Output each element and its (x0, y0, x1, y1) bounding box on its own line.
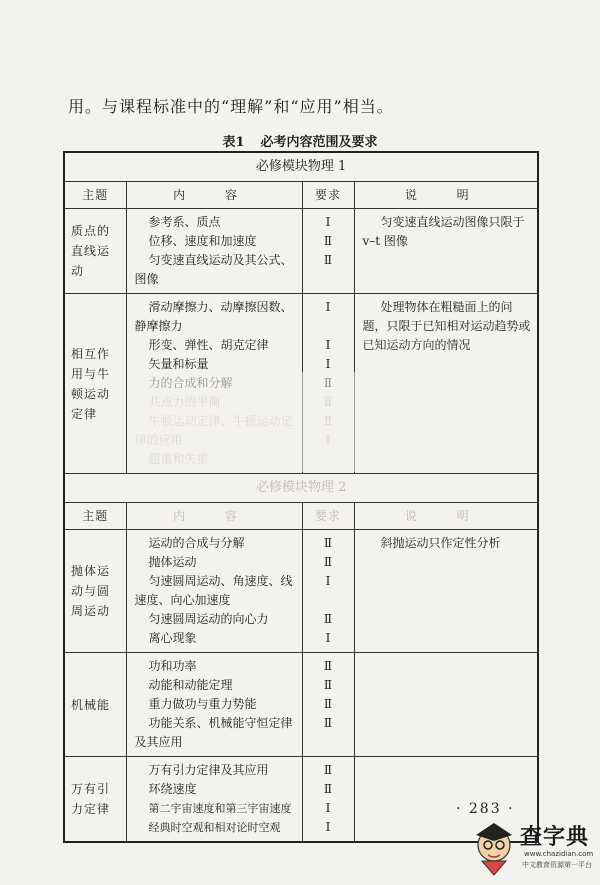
content-cell (126, 653, 302, 757)
req-level: Ⅱ (323, 763, 333, 777)
req-level: Ⅰ (325, 631, 331, 645)
content-cell (126, 209, 302, 294)
note-cell: 斜抛运动只作定性分析 (354, 530, 538, 653)
page-number: · 283 · (456, 801, 515, 817)
table-title: 必考内容范围及要求 (260, 135, 378, 150)
req-level: Ⅱ (323, 234, 333, 248)
req-level: Ⅱ (323, 612, 333, 626)
content-item: 动能和动能定理 (148, 678, 233, 692)
erased-area (130, 372, 410, 472)
req-level: Ⅱ (323, 555, 333, 569)
content-cell (126, 530, 302, 653)
content-item: 运动的合成与分解 (148, 536, 245, 550)
header-note: 说 明 (354, 182, 538, 209)
content-item: 经典时空观和相对论时空观 (148, 821, 281, 834)
header-req: 要求 (302, 503, 354, 530)
req-cell (302, 653, 354, 757)
content-item: 匀速圆周运动的向心力 (148, 612, 269, 626)
table-row (64, 757, 538, 843)
req-level: Ⅱ (323, 716, 333, 730)
content-item: 匀速圆周运动、角速度、线速度、向心加速度 (134, 574, 293, 607)
req-level: Ⅱ (323, 536, 333, 550)
req-level: Ⅰ (325, 820, 331, 834)
req-level: Ⅰ (325, 300, 331, 314)
header-row (64, 503, 538, 530)
content-cell (126, 757, 302, 843)
content-item: 矢量和标量 (148, 357, 209, 371)
header-topic: 主题 (64, 182, 126, 209)
section-title: 必修模块物理 1 (64, 152, 538, 182)
content-item: 功和功率 (148, 659, 197, 673)
table-number: 表1 (222, 135, 245, 150)
req-level: Ⅰ (325, 357, 331, 371)
intro-text: 用。与课程标准中的“理解”和“应用”相当。 (68, 97, 394, 116)
req-level: Ⅰ (325, 338, 331, 352)
content-item: 重力做功与重力势能 (148, 697, 257, 711)
table-row (64, 653, 538, 757)
content-item: 形变、弹性、胡克定律 (148, 338, 269, 352)
header-content: 内 容 (126, 503, 302, 530)
content-item: 功能关系、机械能守恒定律及其应用 (134, 716, 293, 749)
table-row (64, 530, 538, 653)
content-item: 参考系、质点 (148, 215, 221, 229)
req-cell (302, 209, 354, 294)
content-item: 抛体运动 (148, 555, 197, 569)
logo-slogan: 中文教育资源第一平台 (522, 861, 592, 869)
header-note: 说 明 (354, 503, 538, 530)
note-cell (354, 653, 538, 757)
content-item: 匀变速直线运动及其公式、图像 (134, 253, 293, 286)
req-level: Ⅰ (325, 574, 331, 588)
header-topic: 主题 (64, 503, 126, 530)
section-title: 必修模块物理 2 (64, 474, 538, 503)
content-item: 滑动摩擦力、动摩擦因数、静摩擦力 (134, 300, 293, 333)
req-level: Ⅱ (323, 697, 333, 711)
header-content: 内 容 (126, 182, 302, 209)
content-item: 位移、速度和加速度 (148, 234, 257, 248)
req-cell (302, 530, 354, 653)
logo-name: 查字典 (520, 825, 590, 850)
content-item: 离心现象 (148, 631, 197, 645)
requirements-table (63, 151, 539, 843)
topic-cell: 机械能 (64, 653, 126, 757)
table-row (64, 209, 538, 294)
header-req: 要求 (302, 182, 354, 209)
req-level: Ⅰ (325, 215, 331, 229)
note-cell: 匀变速直线运动图像只限于 v–t 图像 (354, 209, 538, 294)
req-level: Ⅰ (325, 801, 331, 815)
req-level: Ⅱ (323, 659, 333, 673)
topic-cell: 质点的直线运动 (64, 209, 126, 294)
content-item: 第二宇宙速度和第三宇宙速度 (148, 802, 292, 815)
table-caption (0, 131, 600, 150)
req-level: Ⅱ (323, 782, 333, 796)
topic-cell: 万有引力定律 (64, 757, 126, 843)
req-cell (302, 757, 354, 843)
req-level: Ⅱ (323, 253, 333, 267)
content-item: 环绕速度 (148, 782, 197, 796)
topic-cell: 抛体运动与圆周运动 (64, 530, 126, 653)
logo-url: www.chazidian.com (524, 850, 594, 858)
header-row (64, 182, 538, 209)
req-level: Ⅱ (323, 678, 333, 692)
topic-cell: 相互作用与牛顿运动定律 (64, 294, 126, 474)
note-cell: 处理物体在粗糙面上的问题，只限于已知相对运动趋势或已知运动方向的情况 (354, 294, 538, 474)
content-item: 万有引力定律及其应用 (148, 763, 269, 777)
